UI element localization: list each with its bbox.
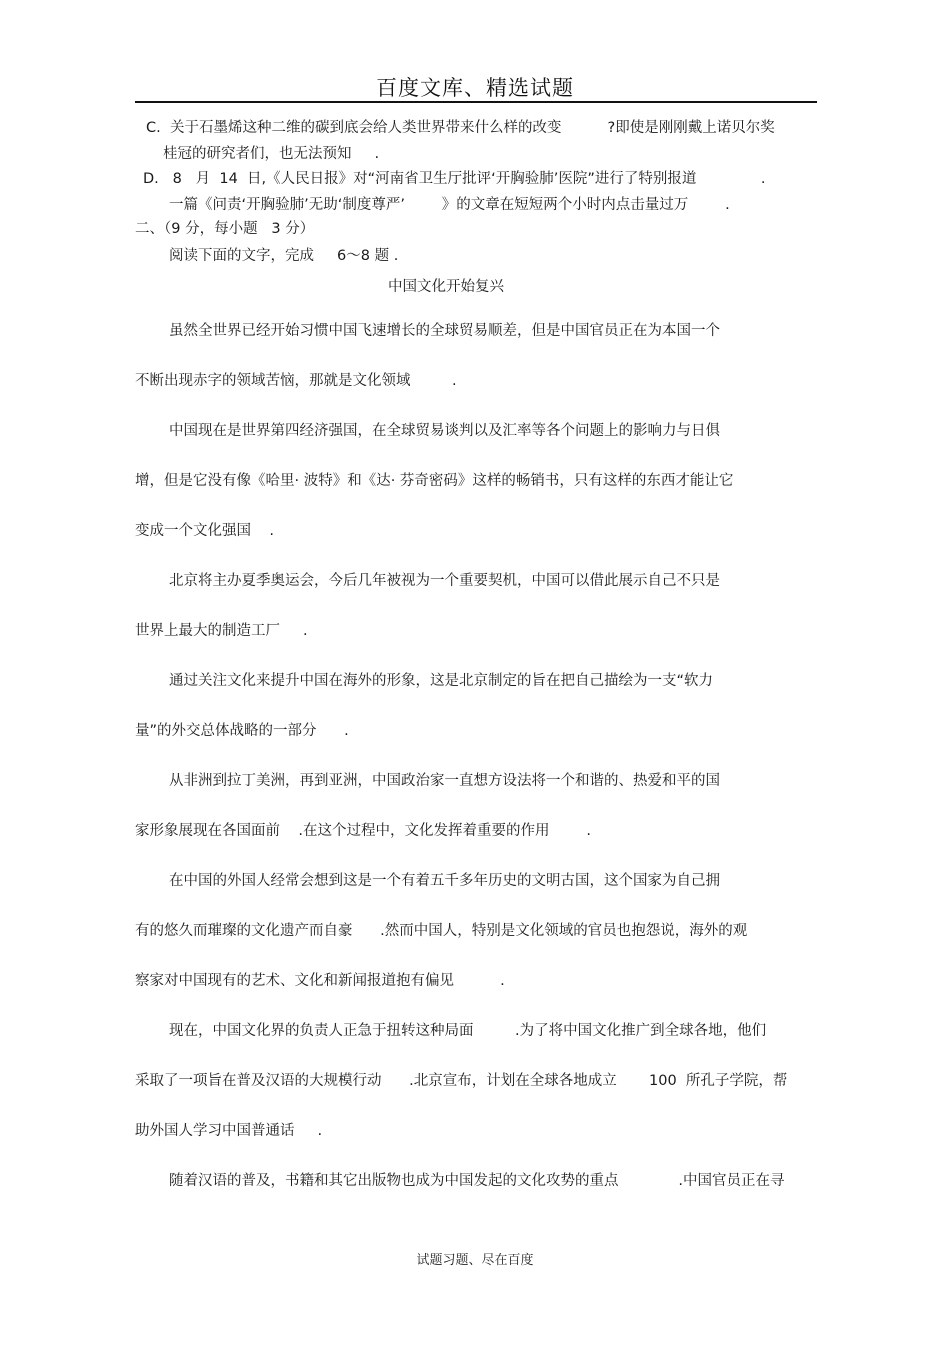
paragraph-7-line-2: 采取了一项旨在普及汉语的大规模行动 .北京宣布，计划在全球各地成立 100 所孔子学院，帮: [135, 1073, 788, 1089]
paragraph-2-line-3: 变成一个文化强国 .: [135, 523, 275, 539]
paragraph-2-line-2: 增，但是它没有像《哈里· 波特》和《达· 芬奇密码》这样的畅销书，只有这样的东西才能让它: [135, 473, 734, 489]
option-d-line-2: 一篇《问责‘开胸验肺’无助‘制度尊严’ 》的文章在短短两个小时内点击量过万 .: [169, 197, 730, 213]
option-c-line-1: C. 关于石墨烯这种二维的碳到底会给人类世界带来什么样的改变 ?即使是刚刚戴上诺贝尔奖: [146, 120, 775, 136]
paragraph-1-line-1: 虽然全世界已经开始习惯中国飞速增长的全球贸易顺差，但是中国官员正在为本国一个: [169, 323, 720, 339]
paragraph-4-line-1: 通过关注文化来提升中国在海外的形象，这是北京制定的旨在把自己描绘为一支“软力: [169, 673, 714, 689]
paragraph-6-line-3: 察家对中国现有的艺术、文化和新闻报道抱有偏见 .: [135, 973, 505, 989]
paragraph-5-line-1: 从非洲到拉丁美洲，再到亚洲，中国政治家一直想方设法将一个和谐的、热爱和平的国: [169, 773, 720, 789]
article-title: 中国文化开始复兴: [388, 279, 504, 295]
paragraph-3-line-2: 世界上最大的制造工厂 .: [135, 623, 308, 639]
paragraph-2-line-1: 中国现在是世界第四经济强国，在全球贸易谈判以及汇率等各个问题上的影响力与日俱: [169, 423, 720, 439]
paragraph-7-line-3: 助外国人学习中国普通话 .: [135, 1123, 323, 1139]
paragraph-3-line-1: 北京将主办夏季奥运会，今后几年被视为一个重要契机，中国可以借此展示自己不只是: [169, 573, 720, 589]
paragraph-4-line-2: 量”的外交总体战略的一部分 .: [135, 723, 349, 739]
paragraph-7-line-1: 现在，中国文化界的负责人正急于扭转这种局面 .为了将中国文化推广到全球各地，他们: [169, 1023, 767, 1039]
option-d-line-1: D. 8 月 14 日,《人民日报》对“河南省卫生厅批评‘开胸验肺’医院”进行了特别报道 .: [143, 171, 766, 187]
option-c-line-2: 桂冠的研究者们，也无法预知 .: [163, 146, 380, 162]
header-rule: [135, 101, 817, 103]
paragraph-8-line-1: 随着汉语的普及，书籍和其它出版物也成为中国发起的文化攻势的重点 .中国官员正在寻: [169, 1173, 785, 1189]
paragraph-1-line-2: 不断出现赤字的领域苦恼，那就是文化领域 .: [135, 373, 457, 389]
paragraph-6-line-2: 有的悠久而璀璨的文化遗产而自豪 .然而中国人，特别是文化领域的官员也抱怨说，海外的观: [135, 923, 748, 939]
page-footer: 试题习题、尽在百度: [416, 1253, 534, 1268]
page-header-title: 百度文库、精选试题: [376, 76, 574, 100]
paragraph-6-line-1: 在中国的外国人经常会想到这是一个有着五千多年历史的文明古国，这个国家为自己拥: [169, 873, 720, 889]
section-heading: 二、（9 分，每小题 3 分）: [135, 221, 315, 237]
instructions: 阅读下面的文字，完成 6～8 题 .: [169, 248, 399, 264]
paragraph-5-line-2: 家形象展现在各国面前 .在这个过程中，文化发挥着重要的作用 .: [135, 823, 592, 839]
